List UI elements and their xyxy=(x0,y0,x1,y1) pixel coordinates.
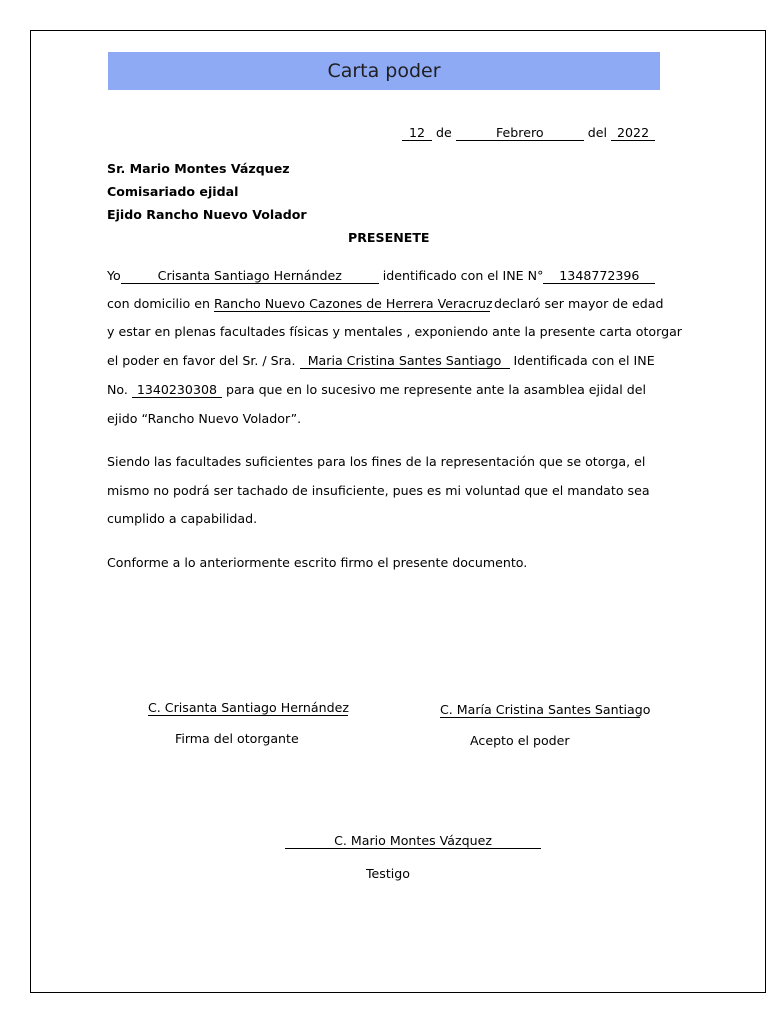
recipient-position: Comisariado ejidal xyxy=(107,184,239,199)
date-del: del xyxy=(587,125,608,140)
witness-signature-name: C. Mario Montes Vázquez xyxy=(285,834,541,849)
body-line-4 xyxy=(107,353,655,369)
witness-signature xyxy=(285,833,541,849)
yo-label: Yo xyxy=(107,268,121,283)
grantor-role: Firma del otorgante xyxy=(175,731,299,746)
agent-signature xyxy=(440,702,651,718)
date-line xyxy=(402,125,655,141)
no-label: No. xyxy=(107,382,128,397)
declares-text: declaró ser mayor de edad xyxy=(493,296,664,311)
body-line-6: ejido “Rancho Nuevo Volador”. xyxy=(107,411,302,426)
ine-number-1: 1348772396 xyxy=(543,269,655,284)
body-line-3: y estar en plenas facultades físicas y mentales , exponiendo ante la presente carta otorgar xyxy=(107,324,682,339)
title-bar xyxy=(108,52,660,90)
agent-name-field: Maria Cristina Santes Santiago xyxy=(300,354,510,369)
para2-line-1: Siendo las facultades suficientes para los fines de la representación que se otorga, el xyxy=(107,454,646,469)
grantor-name-field: Crisanta Santiago Hernández xyxy=(121,269,379,284)
document-title: Carta poder xyxy=(327,60,441,82)
para3: Conforme a lo anteriormente escrito firmo el presente documento. xyxy=(107,555,528,570)
para2-line-3: cumplido a capabilidad. xyxy=(107,511,258,526)
identified-ine-text: Identificada con el INE xyxy=(513,353,655,368)
represent-text: para que en lo sucesivo me represente ante la asamblea ejidal del xyxy=(225,382,646,397)
ine-number-2: 1340230308 xyxy=(132,383,222,398)
recipient-name: Sr. Mario Montes Vázquez xyxy=(107,161,290,176)
date-day: 12 xyxy=(402,126,432,141)
agent-role: Acepto el poder xyxy=(470,733,570,748)
date-de: de xyxy=(436,125,452,140)
agent-signature-name: C. María Cristina Santes Santiago xyxy=(440,702,651,717)
body-line-5 xyxy=(107,382,646,398)
body-line-2 xyxy=(107,296,664,312)
date-year: 2022 xyxy=(611,126,655,141)
date-month: Febrero xyxy=(456,126,584,141)
witness-role: Testigo xyxy=(366,866,410,881)
body-line-1 xyxy=(107,268,655,284)
recipient-place: Ejido Rancho Nuevo Volador xyxy=(107,207,307,222)
presente-heading: PRESENETE xyxy=(348,230,430,245)
grantor-signature-name: C. Crisanta Santiago Hernández xyxy=(148,700,349,715)
domicile-label: con domicilio en xyxy=(107,296,210,311)
grantor-signature xyxy=(148,700,348,716)
para2-line-2: mismo no podrá ser tachado de insuficiente, pues es mi voluntad que el mandato sea xyxy=(107,483,650,498)
domicile-field: Rancho Nuevo Cazones de Herrera Veracruz xyxy=(213,296,493,311)
identified-text: identificado con el INE N° xyxy=(382,268,544,283)
favor-text: el poder en favor del Sr. / Sra. xyxy=(107,353,296,368)
